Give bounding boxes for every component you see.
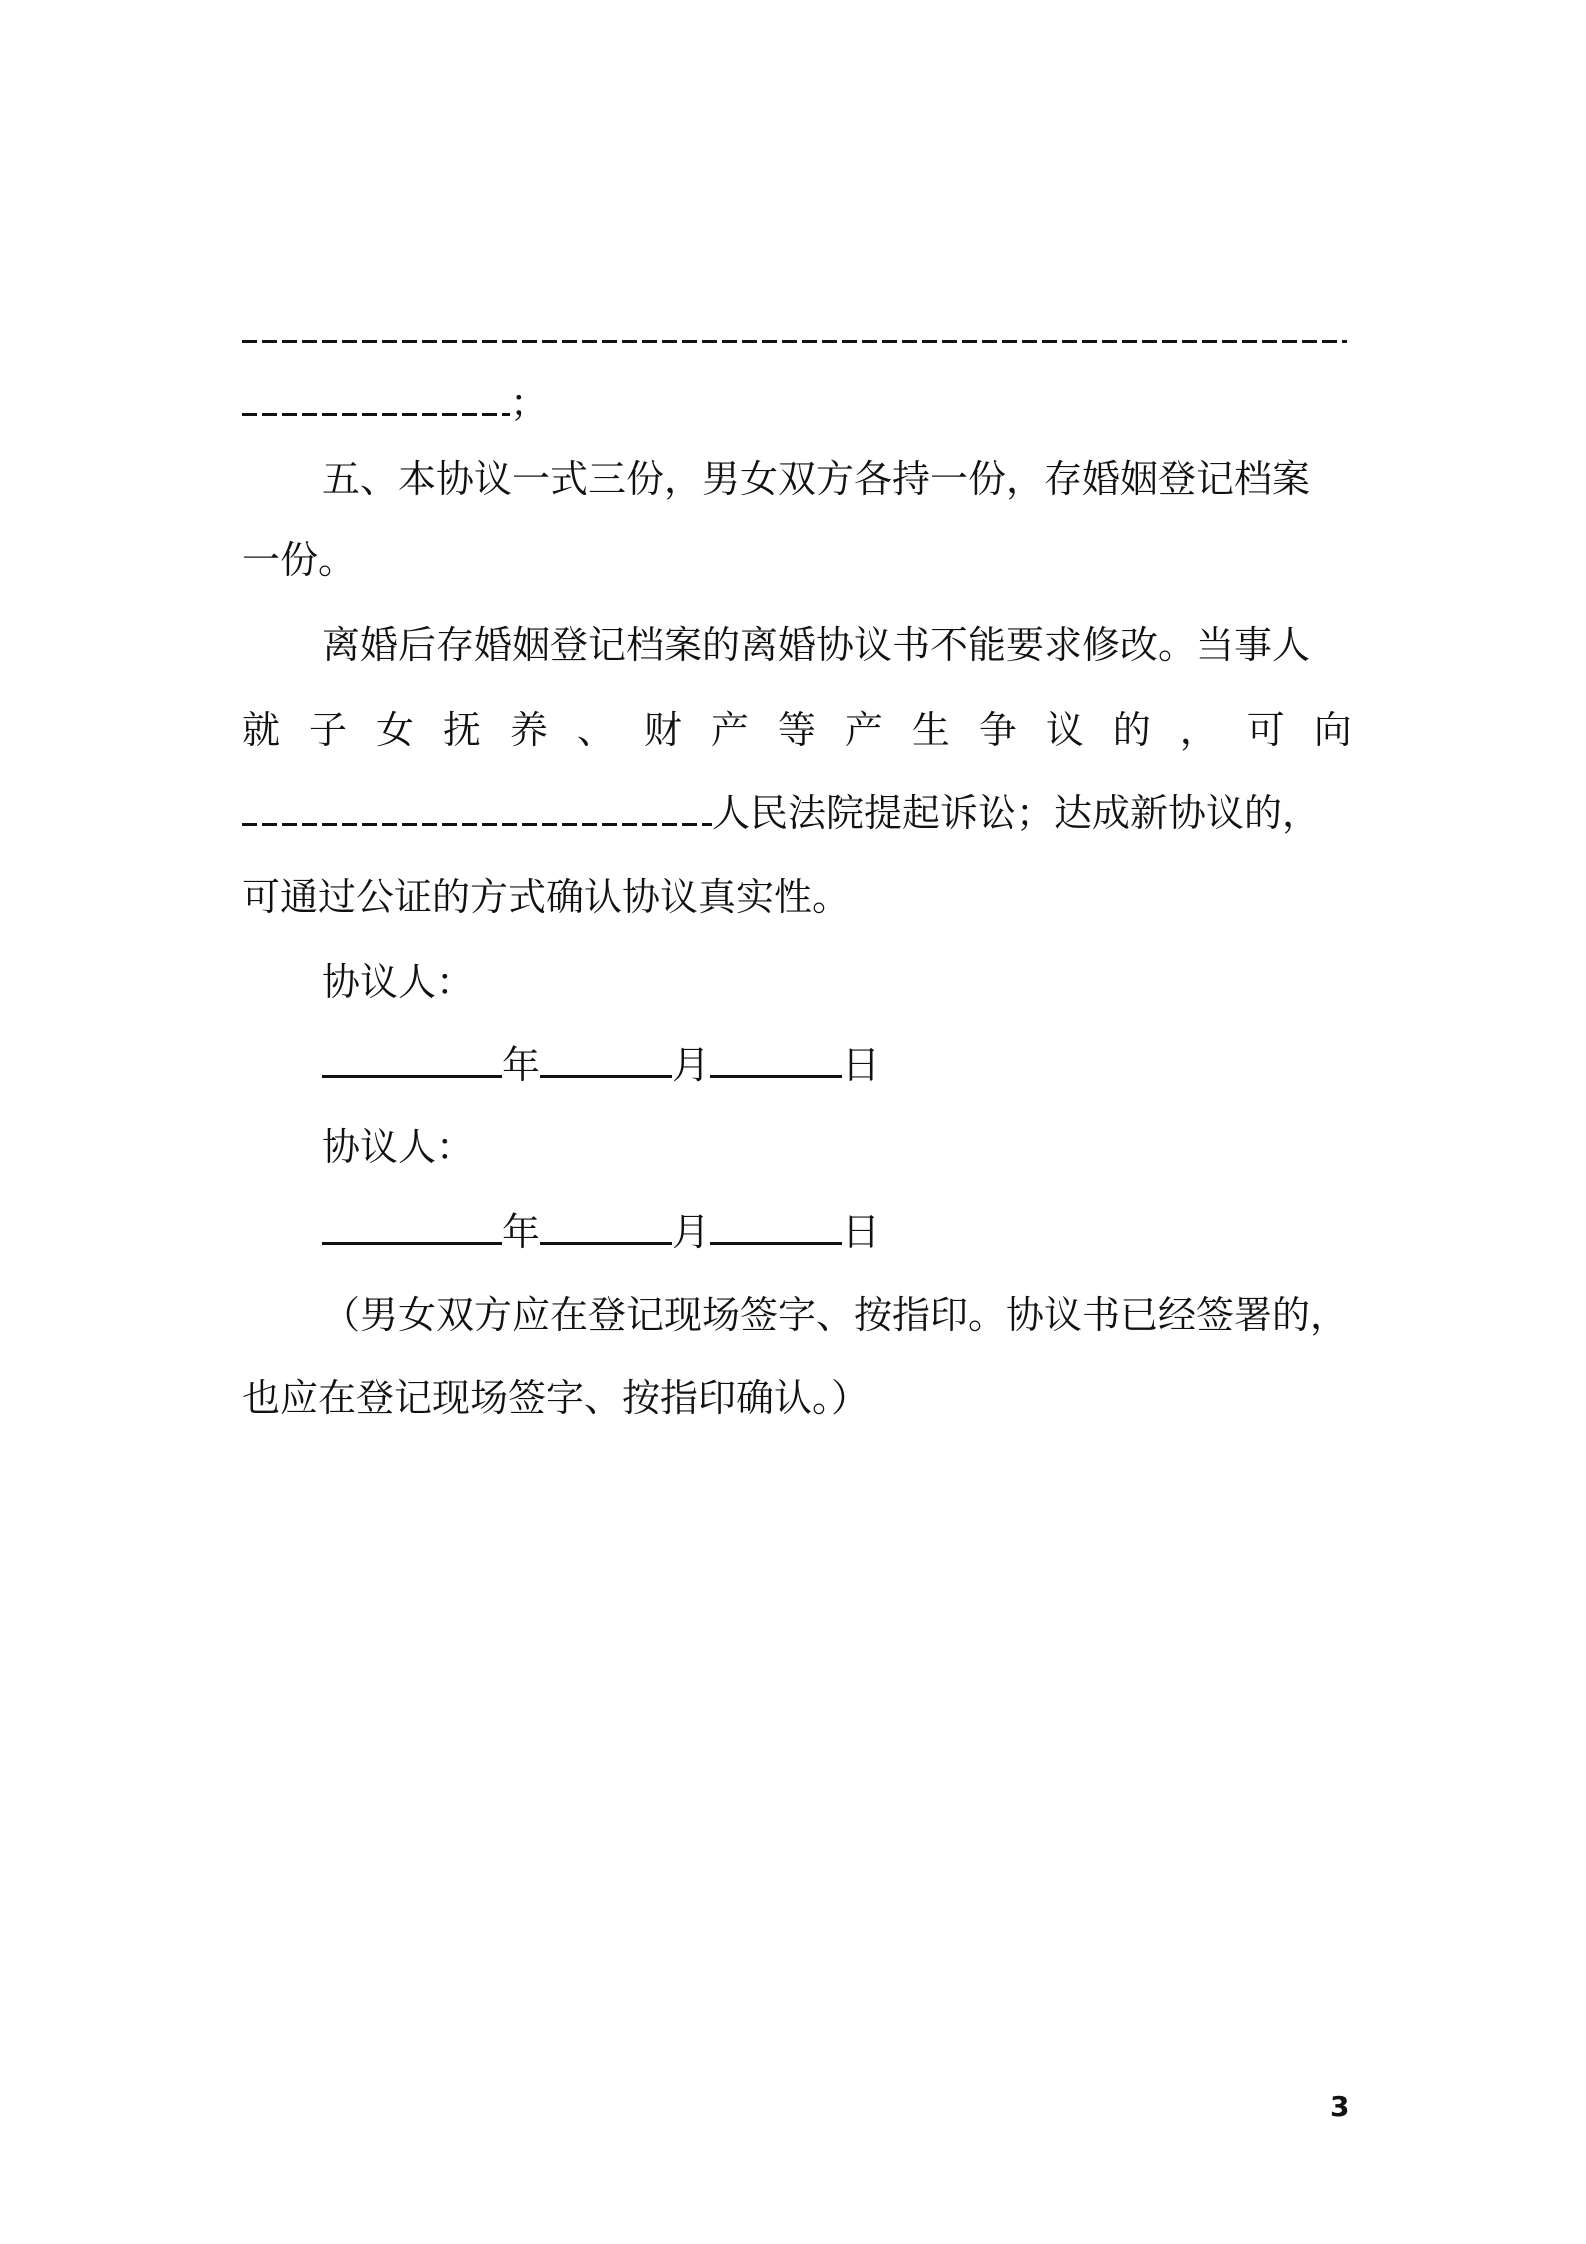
- paragraph-line-1: 离婚后存婚姻登记档案的离婚协议书不能要求修改。当事人: [322, 623, 1311, 667]
- note-line-1: （男女双方应在登记现场签字、按指印。协议书已经签署的，: [322, 1293, 1349, 1337]
- spaced-char: 就: [242, 708, 281, 752]
- spaced-char: 抚: [442, 708, 481, 752]
- spaced-char: 的: [1112, 708, 1151, 752]
- court-name-blank: [242, 792, 712, 826]
- day-blank: [710, 1041, 842, 1078]
- spaced-text-row: [242, 705, 1352, 755]
- semicolon: ；: [510, 381, 549, 425]
- signer-2-date: [322, 1207, 1352, 1257]
- spaced-char: 养: [509, 708, 548, 752]
- page-number: 3: [1330, 2090, 1350, 2123]
- spaced-char: 、: [576, 708, 615, 752]
- paragraph-line-2: [242, 705, 1352, 755]
- spaced-char: 生: [911, 708, 950, 752]
- spaced-char: 议: [1045, 708, 1084, 752]
- blank-fill-line-end: [242, 378, 1352, 428]
- item-five-line-1: 五、本协议一式三份，男女双方各持一份，存婚姻登记档案: [322, 457, 1311, 501]
- note-line-2: 也应在登记现场签字、按指印确认。）: [242, 1376, 870, 1420]
- blank-line: [242, 382, 510, 416]
- spaced-char: 产: [844, 708, 883, 752]
- signer-1-label: 协议人：: [322, 960, 475, 1004]
- spaced-char: ，: [1179, 708, 1218, 752]
- spaced-char: 产: [710, 708, 749, 752]
- spaced-char: 可: [1246, 708, 1285, 752]
- day-blank: [710, 1208, 842, 1245]
- court-text: 人民法院提起诉讼；达成新协议的，: [712, 791, 1321, 835]
- item-five-line-2: 一份。: [242, 538, 357, 582]
- blank-line: [242, 309, 1347, 343]
- spaced-char: 女: [375, 708, 414, 752]
- spaced-char: 向: [1313, 708, 1352, 752]
- month-label: 月: [672, 1210, 711, 1254]
- month-blank: [540, 1208, 672, 1245]
- spaced-char: 子: [308, 708, 347, 752]
- year-blank: [322, 1208, 502, 1245]
- year-blank: [322, 1041, 502, 1078]
- day-label: 日: [842, 1043, 881, 1087]
- year-label: 年: [502, 1043, 541, 1087]
- spaced-char: 等: [777, 708, 816, 752]
- paragraph-line-4: 可通过公证的方式确认协议真实性。: [242, 875, 851, 919]
- spaced-char: 争: [978, 708, 1017, 752]
- paragraph-line-3: [242, 788, 1352, 838]
- month-label: 月: [672, 1043, 711, 1087]
- signer-1-date: [322, 1040, 1352, 1090]
- signer-2-label: 协议人：: [322, 1125, 475, 1169]
- month-blank: [540, 1041, 672, 1078]
- spaced-char: 财: [643, 708, 682, 752]
- day-label: 日: [842, 1210, 881, 1254]
- blank-fill-line: [242, 305, 1352, 355]
- year-label: 年: [502, 1210, 541, 1254]
